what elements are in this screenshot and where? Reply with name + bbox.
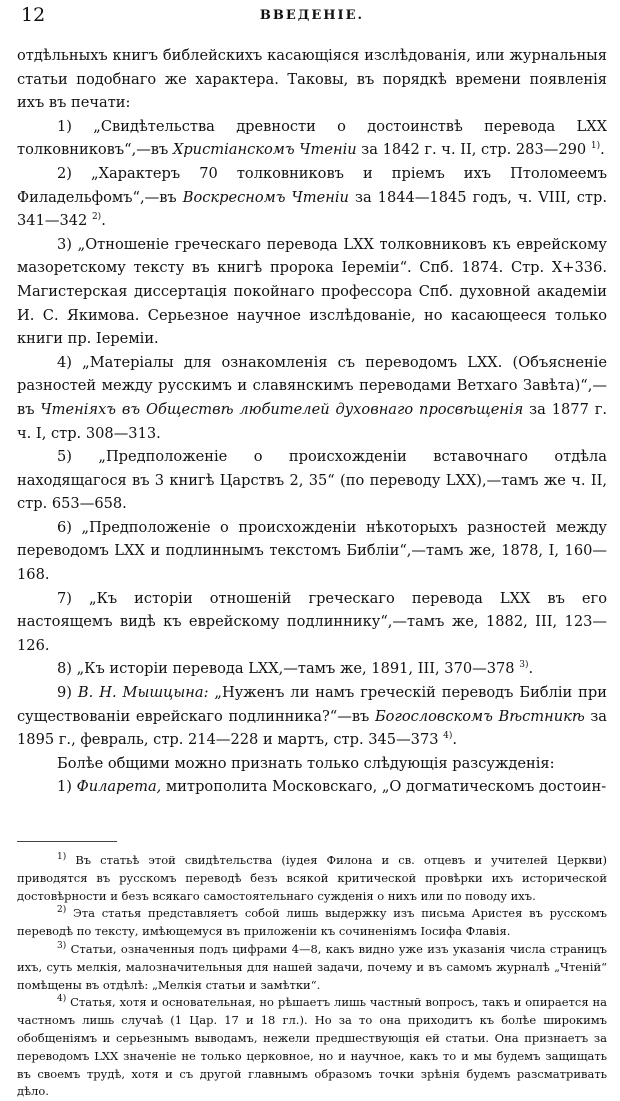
page-header (17, 0, 607, 44)
footnote-ref: 2) (91, 212, 102, 223)
footnote-mark: 3) (57, 941, 67, 952)
footnotes (17, 852, 607, 1101)
footnote-mark: 1) (57, 852, 67, 863)
paragraph-general: Болѣе общими можно признать только слѣдующiя разсужденiя: (57, 754, 555, 772)
page-number: 12 (21, 4, 46, 26)
footnote: $^{4)}$ Статья, хотя и основательная, но рѣшаетъ лишь частный вопросъ, такъ и опирается на частномъ лишь случаѣ (1 Цар. 17 и 18 гл.). Но за то она приходитъ къ болѣе широкимъ обобщенiямъ и серьезнымъ выводамъ, нежели предшествующiя ей статьи. Она признаетъ за переводомъ LXX значенiе не только церковное, но и научное, какъ то и мы будемъ защищать въ своемъ трудѣ, хотя и съ другой главнымъ образомъ точки зрѣнiя будемъ разсматривать дѣло. (17, 994, 607, 1099)
footnote-divider (17, 841, 117, 842)
list-item: 7) „Къ исторiи отношенiй греческаго перевода LXX въ его настоящемъ видѣ къ еврейскому подлиннику“,—тамъ же, 1882, III, 123—126. (17, 589, 607, 654)
book-page (17, 0, 607, 1101)
footnote: $^{3)}$ Статьи, означенныя подъ цифрами 4—8, какъ видно уже изъ указанiя числа страницъ ихъ, суть мелкiя, малозначительныя для нашей задачи, почему и въ самомъ журналѣ „Чтенiй“ помѣщены въ отдѣлѣ: „Мелкiя статьи и замѣтки“. (17, 941, 607, 992)
list-item: 1) „Свидѣтельства древности о достоинствѣ перевода LXX толковниковъ“,—въ Христiанскомъ Чтенiи за 1842 г. ч. II, стр. 283—290 $^{1)}$. (17, 117, 607, 159)
footnote-ref: 1) (590, 141, 601, 152)
list-item: 3) „Отношенiе греческаго перевода LXX толковниковъ къ еврейскому мазоретскому тексту въ книгѣ пророка Iеремiи“. Спб. 1874. Стр. X+336. Магистерская диссертацiя покойнаго профессора Спб. духовной академiи И. С. Якимова. Серьезное научное изслѣдованiе, но касающееся только книги пр. Iеремiи. (17, 235, 607, 348)
list-item: 9) В. Н. Мышцына: „Нуженъ ли намъ греческiй переводъ Библiи при существованiи еврейскаго подлинника?“—въ Богословскомъ Вѣстникѣ за 1895 г., февраль, стр. 214—228 и мартъ, стр. 345—373 $^{4)}$. (17, 684, 607, 749)
main-text (17, 44, 607, 799)
footnote: $^{2)}$ Эта статья представляетъ собой лишь выдержку изъ письма Аристея въ русскомъ переводѣ по тексту, имѣющемуся въ приложенiи къ сочиненiямъ Iосифа Флавiя. (17, 905, 608, 939)
list-item: 4) „Матерiалы для ознакомленiя съ переводомъ LXX. (Объясненiе разностей между русскимъ и славянскимъ переводами Ветхаго Завѣта)“,—въ Чтенiяхъ въ Обществѣ любителей духовнаго просвѣщенiя за 1877 г. ч. I, стр. 308—313. (17, 353, 608, 442)
footnote: $^{1)}$ Въ статьѣ этой свидѣтельства (iудея Филона и св. отцевъ и учителей Церкви) приводятся въ русскомъ переводѣ безъ всякой критической провѣрки ихъ исторической достовѣрности и безъ всякаго самостоятельнаго сужденiя о нихъ или по поводу ихъ. (17, 852, 607, 903)
list-item: 2) „Характеръ 70 толковниковъ и прiемъ ихъ Птоломеемъ Филадельфомъ“,—въ Воскресномъ Чтенiи за 1844—1845 годъ, ч. VIII, стр. 341—342 $^{2)}$. (17, 164, 607, 230)
list-item: 8) „Къ исторiи перевода LXX,—тамъ же, 1891, III, 370—378 $^{3)}$. (57, 660, 534, 678)
list-item: 6) „Предположенiе о происхожденiи нѣкоторыхъ разностей между переводомъ LXX и подлиннымъ текстомъ Библiи“,—тамъ же, 1878, I, 160—168. (17, 518, 607, 584)
list-item: 1) Филарета, митрополита Московскаго, „О догматическомъ достоин- (57, 778, 607, 796)
footnote-mark: 2) (57, 905, 67, 916)
footnote-ref: 4) (443, 731, 453, 742)
footnote-mark: 4) (57, 994, 67, 1005)
footnote-ref: 3) (519, 660, 529, 671)
paragraph-intro: отдѣльныхъ книгъ библейскихъ касающiяся изслѣдованiя, или журнальныя статьи подобнаго же характера. Таковы, въ порядкѣ времени появленiя ихъ въ печати: (17, 47, 607, 112)
list-item: 5) „Предположенiе о происхожденiи вставочнаго отдѣла находящагося въ 3 книгѣ Царствъ 2, 35“ (по переводу LXX),—тамъ же ч. II, стр. 653—658. (17, 448, 607, 513)
running-title: ВВЕДЕНIE. (259, 8, 365, 23)
